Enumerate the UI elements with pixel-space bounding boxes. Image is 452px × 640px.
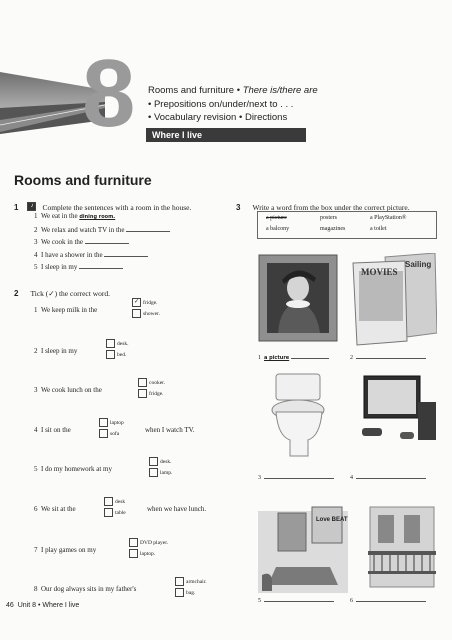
answer-underline xyxy=(291,351,329,359)
exercise-instruction: Write a word from the box under the correct picture. xyxy=(252,203,410,212)
list-item xyxy=(34,224,170,237)
item-text: I sit on the xyxy=(41,426,71,434)
topic-separator: • xyxy=(236,112,245,123)
item-text: Our dog always sits in my father's xyxy=(41,585,137,593)
tick-checkbox[interactable] xyxy=(104,497,113,506)
answer-field[interactable] xyxy=(356,351,426,359)
option-label: DVD player. xyxy=(140,540,169,546)
option[interactable] xyxy=(106,339,128,350)
item-number: 5 xyxy=(34,263,38,271)
item-number: 2 xyxy=(34,347,38,355)
list-item xyxy=(34,249,170,262)
balcony-image xyxy=(364,505,440,591)
option[interactable] xyxy=(175,577,207,588)
item-text: I have a shower in the xyxy=(41,250,103,259)
tick-checkbox[interactable] xyxy=(99,429,108,438)
answer-field[interactable] xyxy=(126,224,170,232)
answer-field[interactable] xyxy=(356,594,426,602)
answer-field[interactable]: a picture xyxy=(264,355,290,361)
answer-number: 2 xyxy=(350,355,353,361)
list-item xyxy=(34,261,170,274)
answer-field[interactable] xyxy=(356,471,426,479)
answer-field[interactable] xyxy=(79,261,123,269)
section-title: Rooms and furniture xyxy=(14,172,152,188)
list-item xyxy=(34,426,71,434)
word-box-item: a picture xyxy=(266,215,287,221)
option-label: desk. xyxy=(160,459,172,465)
topic-separator: • xyxy=(234,85,243,96)
footer-title: Where I live xyxy=(42,602,80,609)
topic-text: Directions xyxy=(244,112,288,123)
answer-line-5 xyxy=(258,594,334,604)
option[interactable] xyxy=(129,549,168,560)
option[interactable] xyxy=(132,309,160,320)
word-box-item: posters xyxy=(320,215,337,221)
framed-picture-image xyxy=(258,254,338,342)
item-continuation: when I watch TV. xyxy=(145,426,195,434)
footer-unit: Unit 8 xyxy=(17,602,36,609)
option[interactable] xyxy=(106,350,128,361)
tick-checkbox[interactable] xyxy=(129,549,138,558)
option-label: fridge. xyxy=(149,391,164,397)
item-text: We relax and watch TV in the xyxy=(41,225,125,234)
item-number: 6 xyxy=(34,505,38,513)
item-number: 7 xyxy=(34,546,38,554)
tick-checkbox[interactable] xyxy=(104,508,113,517)
tick-checkbox[interactable] xyxy=(99,418,108,427)
tick-checkbox[interactable] xyxy=(138,378,147,387)
list-item xyxy=(34,347,77,355)
answer-line-2 xyxy=(350,351,426,361)
magazine-title-movies: MOVIES xyxy=(361,267,398,277)
tick-checkbox[interactable] xyxy=(175,577,184,586)
option[interactable] xyxy=(104,497,126,508)
unit-number: 8 xyxy=(82,40,136,147)
answer-number: 1 xyxy=(258,355,261,361)
item-number: 3 xyxy=(34,238,38,246)
answer-field[interactable] xyxy=(104,249,148,257)
list-item xyxy=(34,306,97,314)
word-box-item: magazines xyxy=(320,226,346,232)
option-group xyxy=(104,497,126,519)
option-label: bed. xyxy=(117,352,127,358)
option-group xyxy=(132,298,160,320)
item-number: 1 xyxy=(34,306,38,314)
option-label: cooker. xyxy=(149,380,166,386)
page-number: 46 xyxy=(6,602,14,609)
item-text: We eat in the xyxy=(41,212,78,220)
item-number: 4 xyxy=(34,250,38,259)
option[interactable] xyxy=(104,508,126,519)
exercise-number: 3 xyxy=(236,203,241,212)
magazine-title-sailing: Sailing xyxy=(405,260,432,269)
item-number: 1 xyxy=(34,212,38,220)
item-number: 5 xyxy=(34,465,38,473)
exercise-number: 2 xyxy=(14,289,19,298)
list-item xyxy=(34,210,170,224)
answer-number: 3 xyxy=(258,475,261,481)
item-number: 2 xyxy=(34,225,38,234)
option-label: sofa xyxy=(110,431,120,437)
footer-separator: • xyxy=(37,602,41,609)
posters-image xyxy=(258,505,348,593)
topic-line xyxy=(148,98,318,112)
exercise-number: 1 xyxy=(14,203,19,212)
topic-text: • Vocabulary revision xyxy=(148,112,237,123)
word-box xyxy=(257,211,437,239)
item-text: I sleep in my xyxy=(41,347,78,355)
topic-text: There is/there are xyxy=(242,85,318,96)
item-text: I do my homework at my xyxy=(41,465,112,473)
list-item xyxy=(34,465,112,473)
option-label: bag. xyxy=(186,590,196,596)
word-box-item: a balcony xyxy=(266,226,290,232)
exercise-instruction: Complete the sentences with a room in the house. xyxy=(42,203,192,212)
option[interactable] xyxy=(99,429,124,440)
list-item xyxy=(34,505,76,513)
word-box-item: a toilet xyxy=(370,226,387,232)
list-item xyxy=(34,386,102,394)
list-item xyxy=(34,236,170,249)
answer-line-6 xyxy=(350,594,426,604)
option[interactable] xyxy=(129,538,168,549)
answer-number: 4 xyxy=(350,475,353,481)
option-label: desk. xyxy=(117,341,129,347)
item-text: I sleep in my xyxy=(41,263,78,271)
option[interactable] xyxy=(149,468,172,479)
answer-number: 5 xyxy=(258,598,261,604)
exercise-instruction: Tick (✓) the correct word. xyxy=(30,289,110,298)
option-group xyxy=(138,378,165,400)
answer-field[interactable] xyxy=(264,594,334,602)
option-group xyxy=(175,577,207,599)
option-label: laptop xyxy=(110,420,124,426)
item-number: 3 xyxy=(34,386,38,394)
poster-text: Love BEAT xyxy=(316,517,348,523)
option-label: fridge. xyxy=(143,300,158,306)
magazines-image xyxy=(347,253,437,347)
option-label: table xyxy=(115,510,126,516)
item-text: I play games on my xyxy=(41,546,97,554)
item-continuation: when we have lunch. xyxy=(147,505,207,513)
tick-checkbox[interactable] xyxy=(106,350,115,359)
tick-checkbox[interactable] xyxy=(175,588,184,597)
option-label: desk xyxy=(115,499,126,505)
option-label: armchair. xyxy=(186,579,207,585)
option-group xyxy=(106,339,128,361)
option[interactable] xyxy=(175,588,207,599)
option[interactable] xyxy=(132,298,160,309)
item-text: We sit at the xyxy=(41,505,76,513)
answer-line-4 xyxy=(350,471,426,481)
item-text: We cook lunch on the xyxy=(41,386,102,394)
audio-icon: ♪ xyxy=(27,202,36,211)
exercise-1-items xyxy=(34,210,170,274)
tick-checkbox[interactable] xyxy=(149,457,158,466)
page-footer xyxy=(6,602,79,609)
item-number: 4 xyxy=(34,426,38,434)
word-box-item: a PlayStation® xyxy=(370,215,407,221)
option-label: shower. xyxy=(143,311,160,317)
answer-line-1 xyxy=(258,351,329,361)
unit-topics xyxy=(148,84,318,125)
option-group xyxy=(99,418,124,440)
topic-line xyxy=(148,84,318,98)
option[interactable] xyxy=(99,418,124,429)
tick-checkbox[interactable] xyxy=(129,538,138,547)
list-item xyxy=(34,546,96,554)
item-text: We keep milk in the xyxy=(41,306,98,314)
option-label: laptop. xyxy=(140,551,156,557)
option-group xyxy=(149,457,172,479)
topic-text: Rooms and furniture xyxy=(148,85,235,96)
tick-checkbox[interactable] xyxy=(149,468,158,477)
playstation-tv-image xyxy=(362,374,438,444)
item-number: 8 xyxy=(34,585,38,593)
option[interactable] xyxy=(138,378,165,389)
option[interactable] xyxy=(149,457,172,468)
unit-title-bar: Where I live xyxy=(146,128,306,142)
answer-line-3 xyxy=(258,471,334,481)
answer-field[interactable] xyxy=(85,236,129,244)
option-group xyxy=(129,538,168,560)
item-text: We cook in the xyxy=(41,238,84,246)
answer-field[interactable]: dining room. xyxy=(79,214,116,220)
topic-line xyxy=(148,111,318,125)
answer-field[interactable] xyxy=(264,471,334,479)
tick-checkbox[interactable] xyxy=(138,389,147,398)
answer-number: 6 xyxy=(350,598,353,604)
option[interactable] xyxy=(138,389,165,400)
list-item xyxy=(34,585,136,593)
tick-checkbox[interactable]: ✓ xyxy=(133,299,140,306)
toilet-image xyxy=(266,370,328,460)
tick-checkbox[interactable] xyxy=(132,309,141,318)
topic-text: • Prepositions on/under/next to . . . xyxy=(148,98,294,110)
tick-checkbox[interactable] xyxy=(106,339,115,348)
option-label: lamp. xyxy=(160,470,173,476)
exercise-2-header xyxy=(14,283,110,301)
